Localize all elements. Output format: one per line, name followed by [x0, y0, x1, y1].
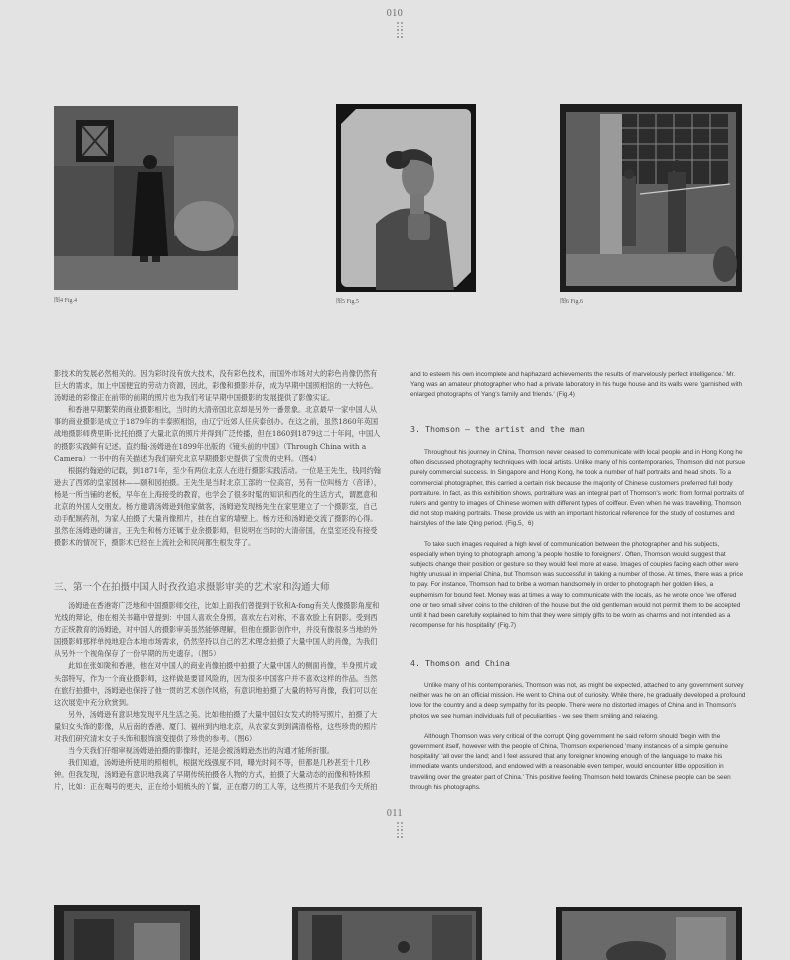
page-number-top: 010: [386, 8, 404, 19]
cn-s3-paragraph-1: 汤姆逊在香港寄广泛地和中国摄影师交往，比如上面我们曾提到于钦和A-fong有关人像摄影角度和光线的辩论，他在相关书籍中曾提到：中国人喜欢全身照，喜欢左右对称，不喜欢脸上有阴影。受到西方正统教育的汤姆逊，对中国人的摄影审美虽然能够理解，但他在摄影创作中，并没有像很多当地的外国摄影师那样单纯地迎合本地市场需求，仍然坚持以自己的艺术理念拍摄了大量中国人的肖像，为我们从另外一个视角保存了一份早期的历史遗存。（图5）: [54, 601, 380, 659]
decorative-dots-top: [397, 22, 403, 38]
section-3-heading-en: 3. Thomson – the artist and the man: [410, 424, 585, 434]
english-section3-column: [410, 448, 746, 638]
section-3-heading-cn: 三、第一个在拍摄中国人时孜孜追求摄影审美的艺术家和沟通大师: [54, 582, 330, 593]
figure-4-caption: 图4 Fig.4: [54, 298, 78, 304]
en-intro-paragraph: and to esteem his own incomplete and haphazard achievements the results of marvelously perfect intelligence.' Mr. Yang was an amateur photographer who had a private laboratory in his huge house and its walls were 'garnished with enlarged photographs of Yang's family and friends.' (Fig.4): [410, 371, 743, 399]
photo-partial-3-icon: [556, 907, 742, 960]
figure-6-caption: 图6 Fig.6: [560, 299, 584, 305]
english-section4-column: [410, 681, 746, 796]
en-s3-paragraph-2: To take such images required a high level of communication between the photographer and his subjects, especially when trying to photograph among 'a people hostile to foreigners'. Often, Thomson would suggest that subjects change their position or gesture so they would feel more at ease. Images of couples facing each other were highly unusual in imperial China, but Thomson was successful in taking a number of those. At times, there was a price to pay. For instance, Thomson had to bribe a woman handsomely in order to photograph her golden lilies, a euphemism for bound feet. Money was at times a way to communicate with the locals, as he wrote once 'we offered one or two small silver coins to the children of the house but the old gentleman would not permit them to be accepted until it had been carefully explained to him that they were simply gifts to be worn as charms and not intended as a recompense for his hospitality' (Fig.7): [410, 540, 744, 630]
figure-4-photo: [54, 106, 238, 290]
figure-5-caption: 图5 Fig.5: [336, 299, 360, 305]
photo-men-at-doorway-icon: [560, 104, 742, 292]
chinese-intro-column: [54, 368, 384, 578]
page-number-bottom: 011: [386, 808, 404, 819]
figure-5-photo: [336, 104, 476, 292]
en-s4-paragraph-2: Although Thomson was very critical of the corrupt Qing government he said reform should 'begin with the government itself, however with the people of China, Thomson experienced 'many instances of a simple genuine hospitality' 'all over the land; and I feel assured that any foreigner knowing enough of the language to make his immediate wants understood, and endowed with a reasonable even temper, would encounter little opposition in travelling over the greater part of China.' This positive feeling Thomson held towards Chinese people can be seen through his photographs.: [410, 732, 731, 791]
cn-s3-paragraph-5: 我们知道，汤姆逊所使用的照相机，根据光线强度不同，曝光时间不等，但都是几秒甚至十几秒钟。但我发现，汤姆逊有意识地我离了早期传统拍摄各人物的方式，拍摄了大量动态的而像和特体照片，比如：正在喝号的更夫，正在给小姐梳头的丫鬟，正在磨刀的工人等，这些照片不是我们今天所拍: [54, 758, 378, 792]
en-s3-paragraph-1: Throughout his journey in China, Thomson never ceased to communicate with local people and in Hong Kong he often discussed photography techniques with local artists. Unlike many of his contemporaries, Thomson did not pursue purely commercial success. In Singapore and Hong Kong, he took a number of half portraits and head shots. To a commercial photographer, this carried a certain risk because the majority of Chinese customers preferred full body portraiture. In fact, as this exhibition shows, portraiture was an integral part of Thomson's work: from formal portraits of rulers and gentry to images of Chinese women with different types of coiffeur. Even when he was travelling, Thomson did not stop making portraits. These provide us with an important historical reference for the study of costumes and hairstyles of the late Qing period. (Fig.5、6): [410, 449, 746, 528]
photo-partial-2-icon: [292, 907, 482, 960]
cn-paragraph-1: 影技术的发展必然相关的。因为彩时没有放大技术，没有彩色技术，而国外市场对大的彩色肖像仍然有巨大的需求，加上中国便宜的劳动力资源，因此，彩像和摄影并存，成为早期中国照相馆的一大特色。汤姆逊的彩像正在前带的前期的照片也为我们考证早期中国摄影的发展提供了影像实证。: [54, 369, 378, 403]
cn-paragraph-2: 和香港早期繁荣的商业摄影相比，当时的大清帝国北京却是另外一番景象。北京最早一家中国人从事的商业摄影是成立于1879年的丰泰照相馆，由辽宁近郊人任庆泰创办。在这之前，虽然1860年英国战地摄影师费里斯·比托拍摄了大量北京的照片并得到广泛传播，但在1860到1879这二十年间，中国人的摄影实践鲜有记述。直约翰·汤姆逊在1899年出版的《镜头前的中国》（Through China with a Camera）一书中的有关描述为我们研究北京早期摄影史提供了宝贵的史料。（图4）: [54, 405, 381, 463]
cn-s3-paragraph-2: 此如在张如陇和香港，他在对中国人的商业肖像拍摄中拍摄了大量中国人的侧面肖像，半身照片或头部特写，作为一个商业摄影师，这样做是要冒风险的，因为很多中国客户并不喜欢这样的作品。当然在旅行拍摄中，汤姆逊也保持了他一贯的艺术创作风格，有意识地拍摄了大量的特写肖像，我们可以在这次展览中充分欣赏到。: [54, 661, 378, 707]
bottom-photo-1: [54, 905, 200, 960]
figure-6-photo: [560, 104, 742, 292]
bottom-photo-3: [556, 907, 742, 960]
decorative-dots-bottom: [397, 822, 403, 838]
cn-paragraph-3: 根据约翰逊的记载，到1871年，至少有两位北京人在进行摄影实践活动。一位是王先生，钱同约翰逊去了西郊的皇家园林——颐和园拍摄。王先生是当时北京工部的一位高官，另有一位叫杨方（音译），杨是一所当铺的老板，早年在上海接受的教育，也学会了很多时髦的知识和西化的生活方式，谓愿意和北京的外国人交朋友。杨方邀请汤姆逊到他家做客，汤姆逊发现杨先生在家里建立了一个摄影室，自己动手配制药剂，为家人拍摄了大量肖像照片，挂在自家的墙壁上。杨方还和汤姆逊交流了摄影的心得。虽然在汤姆逊的谦言，王先生和杨方还属于业余摄影师，但说明在当时的大清帝国，在皇室还没有接受摄影术的情况下，摄影术已经在上流社会和民间都生根发芽了。: [54, 465, 382, 548]
chinese-section3-column: [54, 600, 384, 796]
en-s4-paragraph-1: Unlike many of his contemporaries, Thomson was not, as might be expected, attached to any government survey neither was he on an official mission. He went to China out of curiosity. While there, he gradually developed a profound love for the country and a deep sympathy for its people. There were no distorted images of China and in Thomson's photos we see human individuals full of peculiarities - we see them smiling and relaxing.: [410, 682, 746, 720]
photo-elderly-woman-portrait-icon: [336, 104, 476, 292]
english-intro: [410, 370, 746, 404]
bottom-photo-2: [292, 907, 482, 960]
photo-woman-standing-courtyard-icon: [54, 106, 238, 290]
photo-partial-1-icon: [54, 905, 200, 960]
cn-s3-paragraph-4: 当今天我们仔细审视汤姆逊拍摄的影像时，还是会被汤姆逊杰出的沟通才能所折服。: [68, 746, 334, 756]
cn-s3-paragraph-3: 另外，汤姆逊有意识地发现平凡生活之美。比如他拍摄了大量中国妇女发式的特写照片，拍摄了大量妇女头饰的影像，从后南的香港、厦门、福州到内地北京，从农家女到到满清格格，这些珍贵的照片对我们研究清末女子头饰和服饰演变提供了珍贵的参考。（图6）: [54, 709, 378, 744]
section-4-heading-en: 4. Thomson and China: [410, 658, 510, 668]
